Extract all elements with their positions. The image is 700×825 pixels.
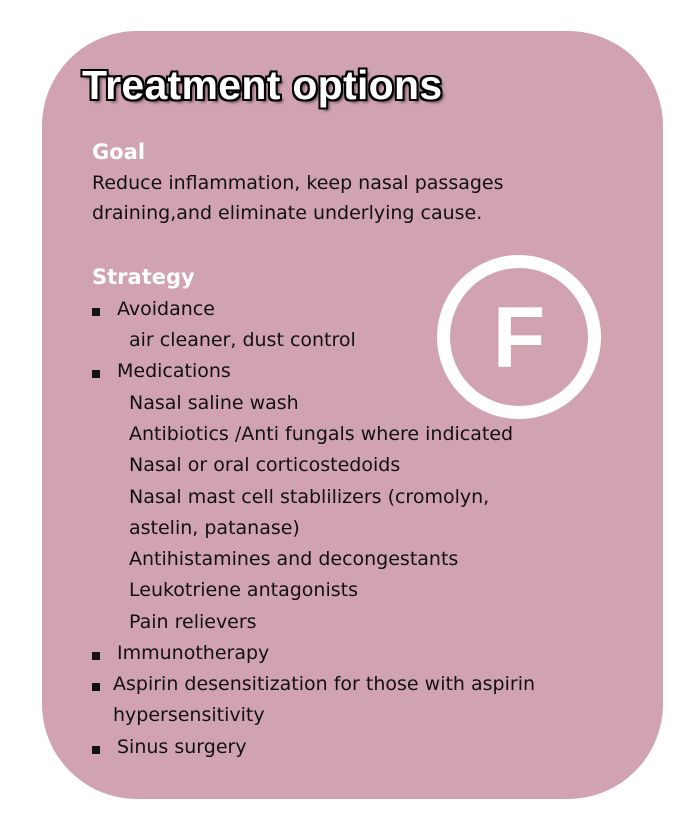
medication-item: Leukotriene antagonists (129, 579, 358, 601)
bullet-icon (92, 746, 100, 754)
bullet-icon (92, 652, 100, 660)
strategy-heading: Strategy (92, 265, 195, 289)
medication-item: Antibiotics /Anti fungals where indicated (129, 423, 514, 445)
badge-letter: F (492, 290, 546, 386)
bullet-icon (92, 683, 100, 691)
strategy-item-aspirin: Aspirin desensitization for those with aspirin (113, 673, 536, 695)
bullet-icon (92, 370, 100, 378)
strategy-item-surgery: Sinus surgery (117, 736, 247, 758)
medication-item: Nasal or oral corticostedoids (129, 454, 401, 476)
goal-text: Reduce inflammation, keep nasal passages draining,and eliminate underlying cause. (92, 172, 504, 224)
f-badge-icon (437, 255, 601, 419)
medication-item: Antihistamines and decongestants (129, 548, 459, 570)
strategy-item-immunotherapy: Immunotherapy (117, 642, 270, 664)
strategy-item-medications: Medications (117, 360, 231, 382)
medication-item: Nasal mast cell stablilizers (cromolyn, (129, 486, 490, 508)
strategy-item-aspirin-cont: hypersensitivity (113, 704, 265, 726)
bullet-icon (92, 308, 100, 316)
medication-item: astelin, patanase) (129, 517, 300, 539)
medication-item: Pain relievers (129, 611, 257, 633)
avoidance-detail: air cleaner, dust control (129, 329, 356, 351)
medication-item: Nasal saline wash (129, 392, 299, 414)
page-title: Treatment options (82, 62, 443, 108)
goal-heading: Goal (92, 140, 146, 164)
strategy-item-avoidance: Avoidance (117, 298, 215, 320)
